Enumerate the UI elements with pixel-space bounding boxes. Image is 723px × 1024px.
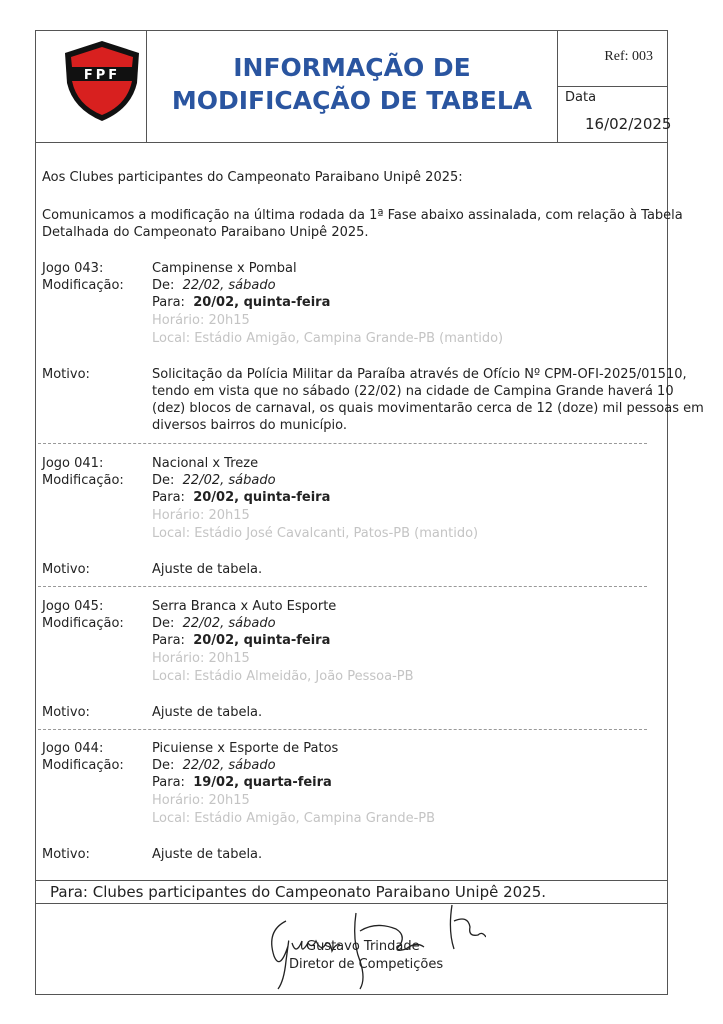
time-line: Horário: 20h15: [152, 651, 250, 666]
message-line-2: Detalhada do Campeonato Paraibano Unipê 2025.: [42, 225, 369, 240]
reference-number: Ref: 003: [604, 49, 653, 64]
date-cell: [558, 87, 672, 142]
time-line: Horário: 20h15: [152, 508, 250, 523]
from-label: De:: [152, 473, 175, 488]
game-label: Jogo 041:: [42, 456, 104, 471]
reason-text: Ajuste de tabela.: [152, 562, 263, 577]
recipients-line: Aos Clubes participantes do Campeonato Paraibano Unipê 2025:: [42, 170, 463, 185]
to-line: [152, 294, 330, 311]
from-label: De:: [152, 758, 175, 773]
section-divider: [38, 586, 647, 587]
to-line: [152, 632, 330, 649]
from-value: 22/02, sábado: [182, 758, 276, 773]
to-label: Para:: [152, 633, 185, 648]
header-table: [36, 31, 672, 143]
to-value: 20/02, quinta-feira: [193, 633, 331, 648]
reason-line-4: diversos bairros do município.: [152, 418, 347, 433]
logo-text: FPF: [83, 68, 121, 83]
modification-label: Modificação:: [42, 278, 124, 293]
to-value: 20/02, quinta-feira: [193, 490, 331, 505]
reason-line-3: (dez) blocos de carnaval, os quais movimentarão cerca de 12 (doze) mil pessoas em: [152, 401, 704, 416]
signer-role: Diretor de Competições: [289, 957, 444, 972]
to-label: Para:: [152, 490, 185, 505]
venue-line: Local: Estádio Amigão, Campina Grande-PB: [152, 811, 436, 826]
reason-label: Motivo:: [42, 367, 90, 382]
match-name: Picuiense x Esporte de Patos: [152, 741, 339, 756]
from-value: 22/02, sábado: [182, 616, 276, 631]
section-divider: [38, 443, 647, 444]
modification-label: Modificação:: [42, 758, 124, 773]
modification-label: Modificação:: [42, 616, 124, 631]
reason-label: Motivo:: [42, 847, 90, 862]
logo-cell: [36, 31, 147, 142]
section-divider: [38, 729, 647, 730]
to-label: Para:: [152, 295, 185, 310]
date-label: Data: [565, 90, 597, 105]
to-value: 20/02, quinta-feira: [193, 295, 331, 310]
from-value: 22/02, sábado: [182, 473, 276, 488]
date-value: 16/02/2025: [585, 115, 672, 133]
from-line: [152, 615, 276, 632]
from-line: [152, 472, 276, 489]
reason-line-2: tendo em vista que no sábado (22/02) na cidade de Campina Grande haverá 10: [152, 384, 674, 399]
reason-label: Motivo:: [42, 705, 90, 720]
venue-line: Local: Estádio Almeidão, João Pessoa-PB: [152, 669, 414, 684]
match-name: Serra Branca x Auto Esporte: [152, 599, 337, 614]
to-line: [152, 489, 330, 506]
reason-line-1: Solicitação da Polícia Militar da Paraíba através de Ofício Nº CPM-OFI-2025/01510,: [152, 367, 687, 382]
reason-label: Motivo:: [42, 562, 90, 577]
title-line-2: MODIFICAÇÃO DE TABELA: [171, 86, 533, 115]
match-name: Nacional x Treze: [152, 456, 259, 471]
time-line: Horário: 20h15: [152, 793, 250, 808]
to-label: Para:: [152, 775, 185, 790]
from-line: [152, 277, 276, 294]
to-line: [152, 774, 332, 791]
reason-text: Ajuste de tabela.: [152, 705, 263, 720]
venue-line: Local: Estádio José Cavalcanti, Patos-PB (mantido): [152, 526, 479, 541]
document-title: [147, 51, 557, 117]
signer-name: Gustavo Trindade: [306, 939, 420, 954]
ref-cell: [558, 31, 667, 87]
title-line-1: INFORMAÇÃO DE: [233, 53, 471, 82]
from-line: [152, 757, 276, 774]
reason-text: Ajuste de tabela.: [152, 847, 263, 862]
title-cell: [147, 31, 558, 142]
match-name: Campinense x Pombal: [152, 261, 297, 276]
message-line-1: Comunicamos a modificação na última rodada da 1ª Fase abaixo assinalada, com relação à Tabela: [42, 208, 683, 223]
game-label: Jogo 045:: [42, 599, 104, 614]
modification-label: Modificação:: [42, 473, 124, 488]
to-value: 19/02, quarta-feira: [193, 775, 332, 790]
game-label: Jogo 043:: [42, 261, 104, 276]
footer-recipients: Para: Clubes participantes do Campeonato Paraibano Unipê 2025.: [50, 883, 547, 901]
from-value: 22/02, sábado: [182, 278, 276, 293]
time-line: Horário: 20h15: [152, 313, 250, 328]
venue-line: Local: Estádio Amigão, Campina Grande-PB (mantido): [152, 331, 504, 346]
fpf-shield-logo: [63, 39, 141, 123]
from-label: De:: [152, 616, 175, 631]
document-page: [35, 30, 704, 995]
from-label: De:: [152, 278, 175, 293]
game-label: Jogo 044:: [42, 741, 104, 756]
